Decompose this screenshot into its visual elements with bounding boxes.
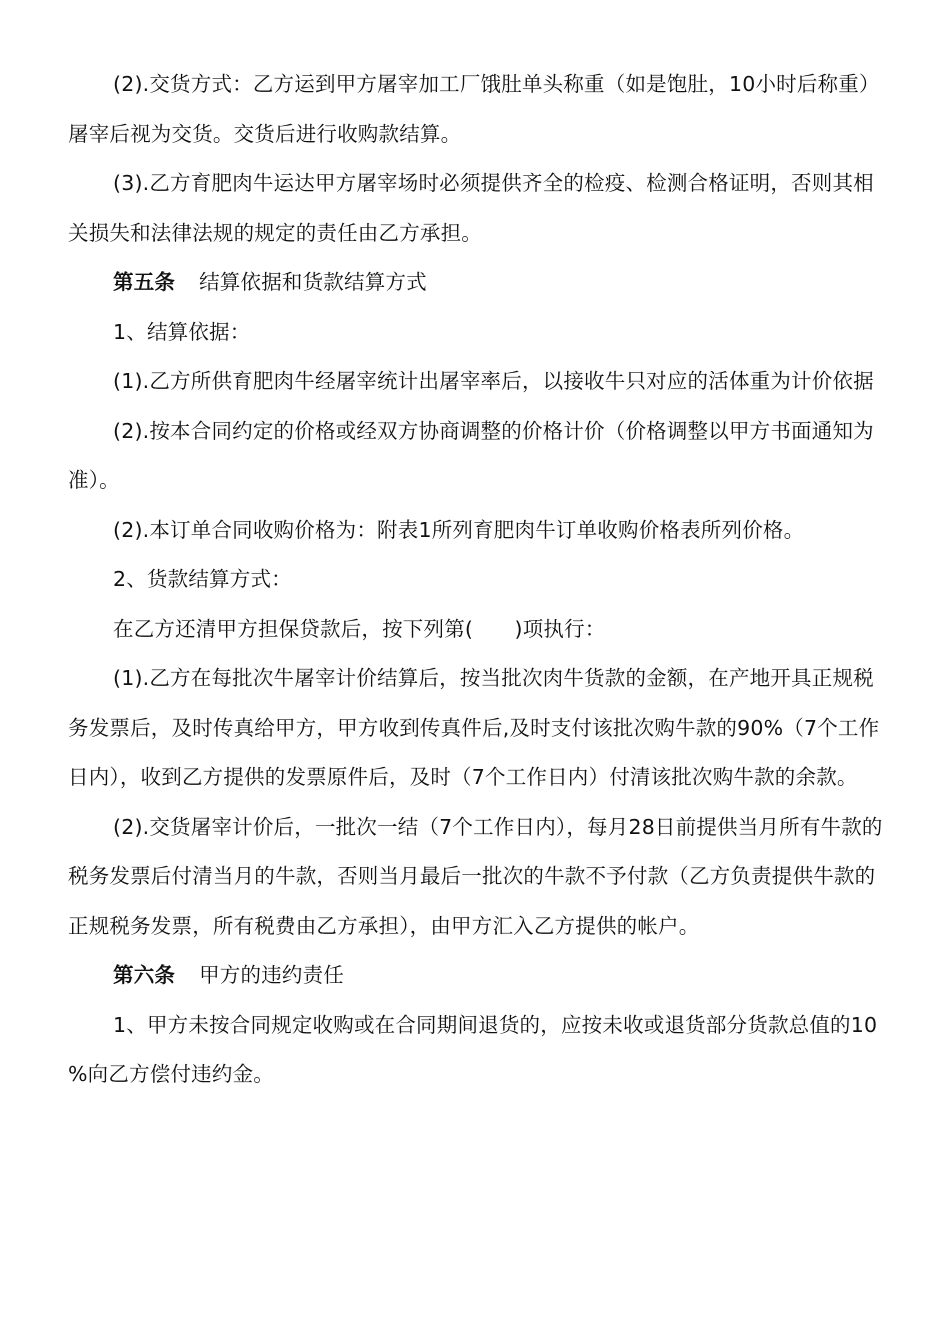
document-page [68,60,884,1100]
article-5-number: 第五条 [113,270,176,294]
paragraph-settlement-basis: 1、结算依据： [113,319,251,344]
paragraph-payment-1: (1).乙方在每批次牛屠宰计价结算后，按当批次肉牛货款的金额，在产地开具正规税务发票后，及时传真给甲方，甲方收到传真件后,及时支付该批次购牛款的90%（7个工作日内），收到乙方提供的发票原件后，及时（7个工作日内）付清该批次购牛款的余款。 [68,666,880,789]
paragraph-breach-1: 1、甲方未按合同规定收购或在合同期间退货的，应按未收或退货部分货款总值的10 %向乙方偿付违约金。 [68,1012,878,1086]
paragraph-basis-2: (2).按本合同约定的价格或经双方协商调整的价格计价（价格调整以甲方书面通知为准）。 [68,418,874,492]
paragraph-payment-method: 2、货款结算方式： [113,567,292,591]
article-6-title: 甲方的违约责任 [199,963,345,987]
paragraph-basis-price: (2).本订单合同收购价格为：附表1所列育肥肉牛订单收购价格表所列价格。 [113,517,805,542]
paragraph-delivery-method: (2).交货方式：乙方运到甲方屠宰加工厂饿肚单头称重（如是饱肚，10小时后称重）屠宰后视为交货。交货后进行收购款结算。 [68,72,880,146]
article-6-heading [68,951,884,1001]
paragraph-payment-option: 在乙方还清甲方担保贷款后，按下列第( )项执行： [113,616,606,641]
paragraph-quarantine-certificate: (3).乙方育肥肉牛运达甲方屠宰场时必须提供齐全的检疫、检测合格证明，否则其相关损失和法律法规的规定的责任由乙方承担。 [68,171,874,245]
article-5-heading [68,258,884,308]
paragraph-basis-1: (1).乙方所供育肥肉牛经屠宰统计出屠宰率后，以接收牛只对应的活体重为计价依据 [113,369,874,393]
article-6-number: 第六条 [113,963,176,987]
paragraph-payment-2: (2).交货屠宰计价后，一批次一结（7个工作日内），每月28日前提供当月所有牛款的税务发票后付清当月的牛款，否则当月最后一批次的牛款不予付款（乙方负责提供牛款的正规税务发票，所有税费由乙方承担），由甲方汇入乙方提供的帐户。 [68,814,883,938]
article-5-title: 结算依据和货款结算方式 [199,270,427,294]
